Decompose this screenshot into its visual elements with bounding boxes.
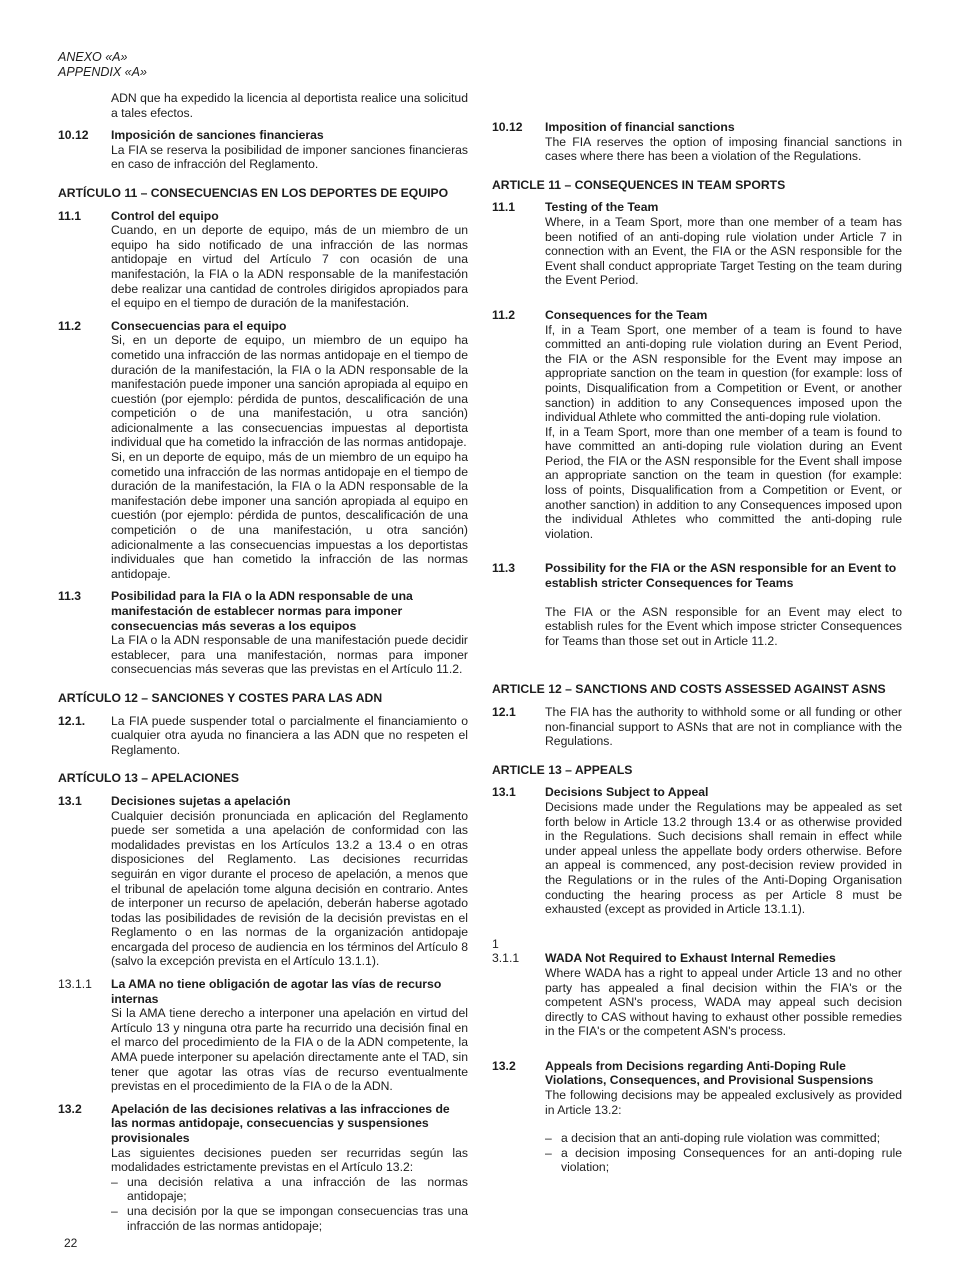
article-13-heading-es: ARTÍCULO 13 – APELACIONES [58, 771, 240, 786]
section-paragraph-2: Si, en un deporte de equipo, más de un miembro de un equipo ha cometido una infracción de las normas antidopaje en el tiempo de duración de la manifestación, la FIA o la ADN responsable de la manifestación debe imponer una sanción apropiada al equipo en cuestión (por ejemplo: pérdida de puntos, descalificación de una competición o de una manifestación, u otra sanción) adicionalmente a las consecuencias impuestas a los deportistas individuales que han cometido la infracción de las normas antidopaje. [111, 450, 468, 581]
section-11-3-es [58, 589, 468, 677]
section-text: Where WADA has a right to appeal under Article 13 and no other party has appealed a final decision within the FIA's or the competent ASN's process, WADA may appeal such decision directly to CAS without having to exhaust other possible remedies in the FIA's or the competent ASN's process. [545, 965, 902, 1039]
section-number: 13.1.1 [58, 977, 92, 992]
section-number: 3.1.1 [492, 951, 520, 966]
section-text: The FIA has the authority to withhold some or all funding or other non-financial support to ASNs that are not in compliance with the Regulations. [545, 705, 902, 749]
section-title: Testing of the Team [545, 200, 659, 215]
section-title: Consequences for the Team [545, 307, 708, 322]
spacer [492, 656, 902, 668]
section-title: Imposition of financial sanctions [545, 120, 735, 134]
list-item: – una decisión por la que se impongan consecuencias tras una infracción de las normas antidopaje; [111, 1204, 468, 1233]
section-13-1-es [58, 794, 468, 969]
section-13-1-1-en [492, 951, 902, 1039]
section-number: 11.2 [492, 307, 516, 322]
section-number: 12.1. [58, 713, 86, 728]
section-number: 11.1 [492, 200, 516, 215]
list-item: – a decision that an anti-doping rule violation was committed; [545, 1131, 902, 1146]
spacer [492, 549, 902, 561]
stray-digit: 1 [492, 936, 499, 951]
section-11-1-es [58, 209, 468, 311]
list-item: – a decision imposing Consequences for an anti-doping rule violation; [545, 1146, 902, 1175]
section-number: 10.12 [492, 120, 523, 134]
section-13-2-es [58, 1102, 468, 1233]
section-number: 13.2 [492, 1058, 516, 1073]
section-13-1-en [492, 785, 902, 916]
section-text: Where, in a Team Sport, more than one member of a team has been notified of an anti-doping rule violation under Article 7 in connection with an Event, the FIA or the ASN responsible for the Event shall conduct appropriate Target Testing on the team during the Event Period. [545, 214, 902, 288]
section-text: La FIA se reserva la posibilidad de imponer sanciones financieras en caso de infracción del Reglamento. [111, 142, 468, 172]
article-11-heading-es: ARTÍCULO 11 – CONSECUENCIAS EN LOS DEPORTES DE EQUIPO [58, 185, 449, 200]
section-13-2-en [492, 1059, 902, 1175]
section-text: The FIA reserves the option of imposing financial sanctions in cases where there has been a violation of the Regulations. [545, 134, 902, 164]
section-11-1-en [492, 200, 902, 288]
spanish-column [58, 91, 468, 1241]
section-title: Possibility for the FIA or the ASN responsible for an Event to establish stricter Consequences for Teams [545, 561, 897, 591]
english-column [492, 120, 902, 1183]
section-title: La AMA no tiene obligación de agotar las vías de recurso internas [111, 977, 442, 1006]
section-number: 13.1 [492, 785, 516, 800]
section-text: The FIA or the ASN responsible for an Event may elect to establish rules for the Event which impose stricter Consequences for Teams than those set out in Article 11.2. [545, 604, 902, 648]
section-paragraph-2: If, in a Team Sport, more than one member of a team is found to have committed an anti-doping rule violation during an Event Period, the FIA or the ASN responsible for the Event shall impose an appropriate sanction on the team in question (for example: loss of points, Disqualification from a Competition or Event, or another sanction) in addition to any Consequences imposed upon the individual Athletes who committed the anti-doping rule violation. [545, 424, 902, 541]
section-number: 12.1 [492, 705, 516, 719]
section-paragraph-1: Si, en un deporte de equipo, un miembro de un equipo ha cometido una infracción de las normas antidopaje en el tiempo de duración de la manifestación, la FIA o la ADN responsable de la manifestación puede imponer una sanción apropiada al equipo en cuestión (por ejemplo: pérdida de puntos, descalificación de una competición o de una manifestación, u otra sanción) adicionalmente a las consecuencias impuestas al deportista individual que ha cometido la infracción de las normas antidopaje. [111, 333, 468, 450]
section-title: Decisiones sujetas a apelación [111, 793, 291, 808]
article-13-heading-en: ARTICLE 13 – APPEALS [492, 762, 633, 777]
annex-header [58, 50, 147, 80]
annex-header-es: ANEXO «A» [58, 50, 128, 64]
section-text: Las siguientes decisiones pueden ser recurridas según las modalidades estrictamente previstas en el Artículo 13.2: [111, 1145, 468, 1175]
continuation-text: ADN que ha expedido la licencia al deportista realice una solicitud a tales efectos. [111, 91, 468, 120]
section-number: 11.3 [58, 589, 82, 604]
section-11-2-en [492, 308, 902, 542]
section-title: Control del equipo [111, 208, 219, 223]
section-12-1-en [492, 705, 902, 749]
section-number: 10.12 [58, 128, 89, 143]
section-title: Decisions Subject to Appeal [545, 785, 709, 800]
article-12-heading-es: ARTÍCULO 12 – SANCIONES Y COSTES PARA LAS ADN [58, 690, 383, 705]
section-text: Cualquier decisión pronunciada en aplicación del Reglamento puede ser sometida a una apelación de conformidad con las modalidades previstas en los Artículos 13.2 a 13.4 o en otras disposiciones del Reglamento. Las decisiones recurridas seguirán en vigor durante el proceso de apelación, a menos que el tribunal de apelación tome alguna decisión en contrario. Antes de interponer un recurso de apelación, deberán haberse agotado todas las posibilidades de revisión de la decisión previstas en el Reglamento o en las normas de la organización antidopaje encargada del proceso de audiencia en los términos del Artículo 8 (salvo la excepción prevista en el Artículo 13.1.1). [111, 808, 468, 969]
section-title: Consecuencias para el equipo [111, 318, 287, 333]
spacer [492, 296, 902, 308]
section-number: 11.2 [58, 318, 82, 333]
article-12-heading-en: ARTICLE 12 – SANCTIONS AND COSTS ASSESSED AGAINST ASNS [492, 682, 886, 697]
section-text: Cuando, en un deporte de equipo, más de un miembro de un equipo ha sido notificado de una infracción de las normas antidopaje en virtud del Artículo 7 con ocasión de una manifestación, la FIA o la ADN responsable de la manifestación debe realizar una cantidad de controles dirigidos apropiados para el equipo en el tiempo de duración de la manifestación. [111, 223, 468, 311]
section-text: La FIA puede suspender total o parcialmente el financiamiento o cualquier otra ayuda no financiera a las ADN que no respeten el Reglamento. [111, 713, 468, 757]
section-12-1-es [58, 714, 468, 758]
section-title: Posibilidad para la FIA o la ADN responsable de una manifestación de establecer normas para imponer consecuencias más severas a los equipos [111, 589, 413, 633]
section-number: 11.1 [58, 208, 82, 223]
section-text: Decisions made under the Regulations may be appealed as set forth below in Article 13.2 through 13.4 or as otherwise provided in the Regulations. Such decisions shall remain in effect while under appeal unless the appellate body orders otherwise. Before an appeal is commenced, any post-decision review provided in the Regulations or in the rules of the Anti-Doping Organisation conducting the hearing process as per Article 8 must be exhausted (except as provided in Article 13.1.1). [545, 799, 902, 917]
section-title: Imposición de sanciones financieras [111, 128, 324, 143]
section-13-1-1-es [58, 977, 468, 1094]
list-item: – una decisión relativa a una infracción de las normas antidopaje; [111, 1175, 468, 1204]
annex-header-en: APPENDIX «A» [58, 65, 147, 79]
section-10-12-es [58, 128, 468, 172]
section-title: Appeals from Decisions regarding Anti-Doping Rule Violations, Consequences, and Provisional Suspensions [545, 1058, 874, 1088]
section-text: La FIA o la ADN responsable de una manifestación puede decidir establecer, para una manifestación, normas para imponer consecuencias más severas que las previstas en el Artículo 11.2. [111, 633, 468, 677]
section-text: Si la AMA tiene derecho a interponer una apelación en virtud del Artículo 13 y ninguna otra parte ha recurrido una decisión final en el marco del procedimiento de la FIA o de la ADN competente, la AMA puede interponer su apelación directamente ante el TAD, sin tener que agotar las otras vías de recurso eventualmente previstas en el procedimiento de la FIA o de la ADN. [111, 1006, 468, 1094]
section-text: The following decisions may be appealed exclusively as provided in Article 13.2: [545, 1088, 902, 1117]
section-11-2-es [58, 319, 468, 582]
section-10-12-en [492, 120, 902, 164]
page-number: 22 [64, 1236, 78, 1250]
section-number: 13.2 [58, 1101, 82, 1116]
spacer [492, 925, 902, 937]
section-paragraph-1: If, in a Team Sport, one member of a team is found to have committed an anti-doping rule violation during an Event Period, the FIA or the ASN responsible for the Event may impose an appropriate sanction on the team in question (for example: loss of points, Disqualification from a Competition or Event, or another sanction) in addition to any Consequences imposed upon the individual Athlete who committed the anti-doping rule violation. [545, 322, 902, 425]
section-title: Apelación de las decisiones relativas a las infracciones de las normas antidopaje, consecuencias y suspensiones provisionales [111, 1101, 450, 1145]
spacer [492, 1047, 902, 1059]
article-11-heading-en: ARTICLE 11 – CONSEQUENCES IN TEAM SPORTS [492, 177, 786, 192]
section-number: 13.1 [58, 793, 82, 808]
section-number: 11.3 [492, 561, 516, 576]
section-title: WADA Not Required to Exhaust Internal Remedies [545, 951, 836, 966]
section-11-3-en [492, 561, 902, 648]
